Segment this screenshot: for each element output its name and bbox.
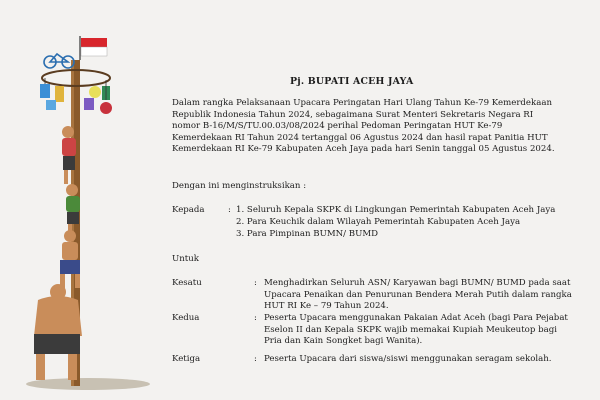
indonesian-flag-icon (80, 36, 107, 60)
paragraph-line: Dalam rangka Pelaksanaan Upacara Peringatan Hari Ulang Tahun Ke-79 Kemerdekaan (172, 98, 552, 108)
intro-paragraph (172, 98, 582, 156)
instruction-heading: Dengan ini menginstruksikan : (172, 181, 307, 191)
ketiga-text (264, 354, 584, 366)
section-line: Peserta Upacara menggunakan Pakaian Adat Aceh (bagi Para Pejabat (264, 313, 568, 323)
kepada-colon: : (228, 205, 231, 215)
kesatu-text (264, 278, 584, 313)
kepada-label: Kepada (172, 205, 205, 215)
kepada-item: 3. Para Pimpinan BUMN/ BUMD (236, 229, 379, 239)
kesatu-label: Kesatu (172, 278, 202, 288)
paragraph-line: nomor B-16/M/S/TU.00.03/08/2024 perihal Pedoman Peringatan HUT Ke-79 (172, 121, 503, 132)
section-line: Upacara Penaikan dan Penurunan Bendera Merah Putih dalam rangka (264, 289, 572, 300)
section-line: Peserta Upacara dari siswa/siswi menggunakan seragam sekolah. (264, 354, 552, 364)
kepada-item: 1. Seluruh Kepala SKPK di Lingkungan Pemerintah Kabupaten Aceh Jaya (236, 205, 556, 215)
kedua-text (264, 313, 584, 348)
paragraph-line: Kemerdekaan RI Tahun 2024 tertanggal 06 Agustus 2024 dan hasil rapat Panitia HUT (172, 132, 548, 143)
section-line: Pria dan Kain Songket bagi Wanita). (264, 336, 423, 347)
announcement-document (172, 0, 596, 400)
ketiga-label: Ketiga (172, 354, 201, 364)
section-line: HUT RI Ke – 79 Tahun 2024. (264, 301, 389, 312)
kedua-label: Kedua (172, 313, 200, 323)
paragraph-line: Kemerdekaan RI Ke-79 Kabupaten Aceh Jaya pada hari Senin tanggal 05 Agustus 2024. (172, 144, 555, 155)
ketiga-colon: : (254, 354, 257, 364)
bicycle-icon (44, 54, 74, 68)
untuk-label: Untuk (172, 254, 199, 264)
kedua-colon: : (254, 313, 257, 323)
page-title: Pj. BUPATI ACEH JAYA (290, 76, 414, 87)
kepada-item: 2. Para Keuchik dalam Wilayah Pemerintah Kabupaten Aceh Jaya (236, 217, 521, 227)
paragraph-line: Republik Indonesia Tahun 2024, sebagaimana Surat Menteri Sekretaris Negara RI (172, 109, 534, 120)
section-line: Menghadirkan Seluruh ASN/ Karyawan bagi BUMN/ BUMD pada saat (264, 278, 571, 288)
climbing-people-illustration (34, 126, 82, 380)
panjat-pinang-illustration (0, 0, 170, 400)
section-line: Eselon II dan Kepala SKPK wajib memakai Kupiah Meukeutop bagi (264, 324, 557, 335)
kesatu-colon: : (254, 278, 257, 288)
